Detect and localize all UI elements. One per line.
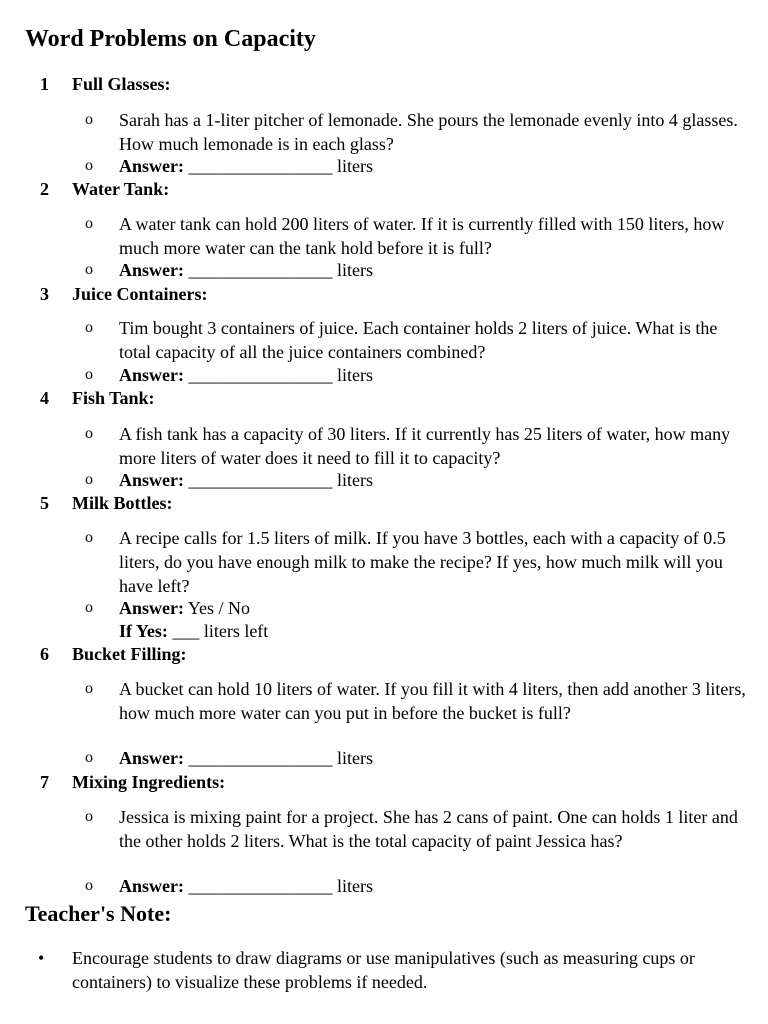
problem-number: 6 [40, 644, 49, 664]
answer-line [85, 154, 749, 178]
problem-question [85, 677, 749, 725]
question-text: Jessica is mixing paint for a project. She has 2 cans of paint. One can holds 1 liter and the other holds 2 liters. What is the total capacity of paint Jessica has? [119, 807, 738, 851]
problem-question [85, 108, 749, 156]
answer-line [85, 596, 749, 620]
problem-heading [40, 642, 187, 666]
question-text: A fish tank has a capacity of 30 liters. If it currently has 25 liters of water, how many more liters of water does it need to fill it to capacity? [119, 424, 731, 468]
answer-unit: liters [337, 260, 373, 280]
question-text: A bucket can hold 10 liters of water. If you fill it with 4 liters, then add another 3 liters, how much more water can you put in before the bucket is full? [119, 679, 746, 723]
problem-number: 7 [40, 772, 49, 792]
problem-heading [40, 770, 225, 794]
answer-unit: liters [337, 156, 373, 176]
answer-label: Answer: [119, 365, 184, 385]
problem-question [85, 526, 749, 598]
circle-bullet-icon: o [85, 366, 93, 383]
problem-question [85, 212, 749, 260]
answer-label: Answer: [119, 156, 184, 176]
question-text: Sarah has a 1-liter pitcher of lemonade. She pours the lemonade evenly into 4 glasses. How much lemonade is in each glass? [119, 110, 738, 154]
problem-number: 4 [40, 388, 49, 408]
answer-line [85, 874, 749, 898]
answer-line [85, 363, 749, 387]
circle-bullet-icon: o [85, 877, 93, 894]
answer-blank: ________________ [188, 156, 333, 176]
answer-line [85, 468, 749, 492]
if-yes-line [119, 619, 749, 643]
answer-label: Answer: [119, 260, 184, 280]
circle-bullet-icon: o [85, 808, 93, 825]
answer-unit: liters [337, 748, 373, 768]
problem-title: Bucket Filling: [72, 644, 187, 664]
answer-label: Answer: [119, 876, 184, 896]
answer-unit: liters [337, 876, 373, 896]
answer-choice: Yes / No [187, 598, 251, 618]
teacher-note-item [38, 946, 742, 994]
circle-bullet-icon: o [85, 680, 93, 697]
circle-bullet-icon: o [85, 471, 93, 488]
circle-bullet-icon: o [85, 599, 93, 616]
circle-bullet-icon: o [85, 111, 93, 128]
problem-number: 5 [40, 493, 49, 513]
question-text: A water tank can hold 200 liters of water. If it is currently filled with 150 liters, how much more water can the tank hold before it is full? [119, 214, 725, 258]
answer-label: Answer: [119, 598, 184, 618]
circle-bullet-icon: o [85, 425, 93, 442]
problem-title: Mixing Ingredients: [72, 772, 226, 792]
question-text: Tim bought 3 containers of juice. Each container holds 2 liters of juice. What is the total capacity of all the juice containers combined? [119, 318, 718, 362]
problem-title: Milk Bottles: [72, 493, 173, 513]
answer-unit: liters [337, 470, 373, 490]
problem-title: Juice Containers: [72, 284, 208, 304]
problem-question [85, 422, 749, 470]
teacher-note-text: Encourage students to draw diagrams or use manipulatives (such as measuring cups or containers) to visualize these problems if needed. [72, 948, 695, 992]
problem-heading [40, 177, 169, 201]
problem-number: 1 [40, 74, 49, 94]
problem-title: Fish Tank: [72, 388, 155, 408]
answer-label: Answer: [119, 470, 184, 490]
if-yes-label: If Yes: [119, 621, 168, 641]
circle-bullet-icon: o [85, 319, 93, 336]
if-yes-text: ___ liters left [172, 621, 269, 641]
answer-unit: liters [337, 365, 373, 385]
problem-heading [40, 282, 207, 306]
teacher-note-heading: Teacher's Note: [25, 901, 172, 926]
circle-bullet-icon: o [85, 749, 93, 766]
question-text: A recipe calls for 1.5 liters of milk. If you have 3 bottles, each with a capacity of 0.5 liters, do you have enough milk to make the recipe? If yes, how much milk will you have left? [119, 528, 726, 596]
answer-blank: ________________ [188, 260, 333, 280]
problem-number: 2 [40, 179, 49, 199]
answer-blank: ________________ [188, 748, 333, 768]
problem-title: Full Glasses: [72, 74, 171, 94]
answer-label: Answer: [119, 748, 184, 768]
circle-bullet-icon: o [85, 529, 93, 546]
answer-blank: ________________ [188, 365, 333, 385]
problem-question [85, 316, 749, 364]
problem-heading [40, 491, 173, 515]
bullet-icon: • [38, 948, 45, 968]
problem-heading [40, 72, 171, 96]
circle-bullet-icon: o [85, 157, 93, 174]
circle-bullet-icon: o [85, 261, 93, 278]
answer-blank: ________________ [188, 876, 333, 896]
page-title: Word Problems on Capacity [25, 26, 316, 52]
problem-question [85, 805, 749, 853]
problem-title: Water Tank: [72, 179, 170, 199]
problem-heading [40, 386, 155, 410]
problem-number: 3 [40, 284, 49, 304]
answer-blank: ________________ [188, 470, 333, 490]
circle-bullet-icon: o [85, 215, 93, 232]
answer-line [85, 746, 749, 770]
answer-line [85, 258, 749, 282]
